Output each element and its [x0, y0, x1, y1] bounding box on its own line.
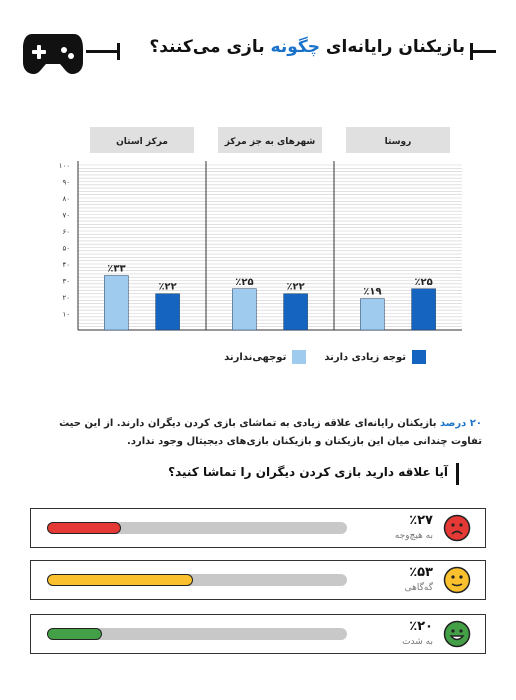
header-divider-right	[470, 50, 496, 53]
survey-percent: ٪۵۳	[409, 565, 433, 580]
survey-row	[30, 508, 486, 548]
y-tick-label: ۶۰	[62, 228, 70, 236]
title-part-2: بازی می‌کنند؟	[149, 37, 271, 57]
neutral-face-icon	[443, 566, 471, 594]
summary-paragraph	[40, 415, 482, 451]
bar	[104, 276, 128, 330]
survey-row	[30, 560, 486, 600]
legend-swatch-high	[412, 350, 426, 364]
survey-label: گه‌گاهی	[404, 583, 433, 593]
bar-chart	[0, 120, 516, 380]
y-tick-label: ۲۰	[62, 294, 70, 302]
progress-track	[47, 574, 347, 586]
survey-percent: ٪۲۷	[409, 513, 433, 528]
bar	[156, 294, 180, 330]
bar-data-label: ٪۲۲	[158, 281, 177, 293]
bar-data-label: ٪۲۵	[235, 276, 254, 288]
legend-item-none	[224, 350, 306, 364]
legend-label-none: توجهی‌ندارند	[224, 351, 287, 363]
y-tick-label: ۱۰۰	[58, 162, 70, 170]
y-tick-label: ۳۰	[62, 277, 70, 286]
bar	[232, 289, 256, 330]
progress-track	[47, 628, 347, 640]
chart-legend	[224, 350, 426, 364]
header-tick-left	[117, 43, 120, 60]
title-part-1: بازیکنان رایانه‌ای	[320, 37, 465, 57]
bar-data-label: ٪۲۵	[414, 276, 433, 288]
y-tick-label: ۱۰	[62, 310, 70, 319]
summary-text: بازیکنان رایانه‌ای علاقه زیادی به تماشای بازی کردن دیگران دارند. از این حیث تفاوت چندانی میان این بازیکنان و بازیکنان بازی‌های دیجیتال وجود ندارد.	[59, 418, 482, 447]
survey-percent: ٪۲۰	[409, 619, 433, 634]
legend-label-high: توجه زیادی دارند	[324, 351, 406, 363]
summary-accent: ۲۰ درصد	[439, 418, 482, 429]
survey-question: آیا علاقه دارید بازی کردن دیگران را تماشا کنید؟	[168, 465, 448, 479]
header	[0, 0, 516, 100]
category-label: روستا	[384, 137, 412, 147]
bar	[284, 294, 308, 330]
bar	[412, 289, 436, 330]
y-tick-label: ۵۰	[62, 244, 70, 253]
legend-item-high	[324, 350, 426, 364]
y-tick-label: ۸۰	[62, 195, 70, 203]
title-highlight: چگونه	[270, 37, 321, 57]
category-label: مرکز استان	[116, 137, 168, 147]
progress-fill	[47, 522, 121, 534]
bar	[360, 299, 384, 330]
y-tick-label: ۴۰	[62, 261, 70, 269]
gamepad-icon	[22, 30, 84, 76]
question-marker	[456, 463, 459, 485]
happy-face-icon	[443, 620, 471, 648]
survey-label: به شدت	[402, 637, 433, 647]
progress-track	[47, 522, 347, 534]
progress-fill	[47, 574, 193, 586]
sad-face-icon	[443, 514, 471, 542]
header-divider-left	[86, 50, 118, 53]
y-tick-label: ۷۰	[62, 211, 70, 220]
survey-row	[30, 614, 486, 654]
category-label: شهرهای به جز مرکز	[224, 137, 316, 147]
progress-fill	[47, 628, 102, 640]
legend-swatch-none	[292, 350, 306, 364]
bar-data-label: ٪۱۹	[363, 286, 382, 298]
y-tick-label: ۹۰	[62, 178, 70, 187]
bar-data-label: ٪۳۳	[107, 263, 126, 275]
survey-label: به هیچ‌وجه	[394, 531, 433, 541]
bar-data-label: ٪۲۲	[286, 281, 305, 293]
page-title	[125, 37, 465, 57]
